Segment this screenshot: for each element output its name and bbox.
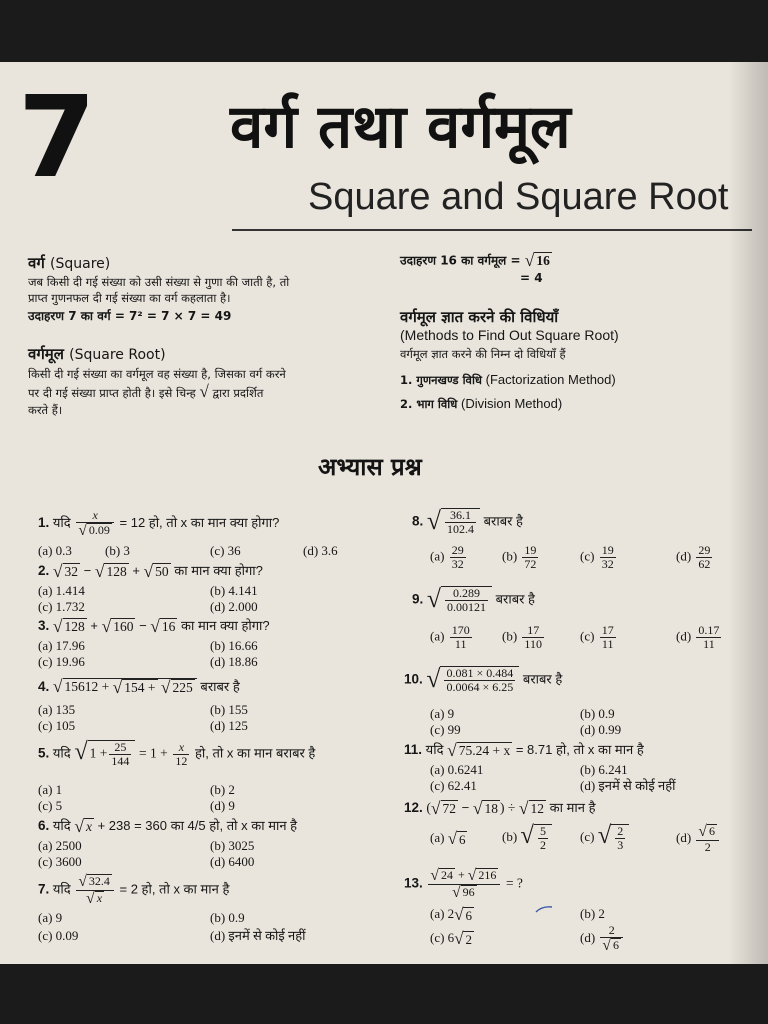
textbook-page xyxy=(0,62,768,964)
q5-option-d: (d) 9 xyxy=(210,798,235,813)
question-10: 10. √ $\frac{0.081 \times 0.484}{0.0064 \times 6.25}$ बराबर है xyxy=(404,664,563,694)
square-heading: वर्ग (Square) xyxy=(28,254,111,272)
q8-option-c: (c) $\frac{19}{32}$ xyxy=(580,543,614,571)
chapter-title-english: Square and Square Root xyxy=(308,176,729,218)
q11-option-a: (a) 0.6241 xyxy=(430,762,484,777)
square-example: उदाहरण 7 का वर्ग = 7² = 7 × 7 = 49 xyxy=(28,309,232,323)
q4-option-b: (b) 155 xyxy=(210,702,248,717)
q1-option-c: (c) 36 xyxy=(210,543,241,558)
question-9: 9. √ $\frac{0.289}{0.00121}$ बराबर है xyxy=(412,584,535,614)
q3-option-d: (d) 18.86 xyxy=(210,654,258,669)
q9-option-a: (a) $\frac{170}{11}$ xyxy=(430,623,470,651)
question-6: 6. यदि √ x + 238 = 360 का 4/5 हो, तो x का मान है xyxy=(38,816,298,836)
q9-option-b: (b) $\frac{17}{110}$ xyxy=(502,623,542,651)
question-8: 8. √ $\frac{36.1}{102.4}$ बराबर है xyxy=(412,506,523,536)
question-13: 13. √ 24 + √ 216 √ 96 = ? xyxy=(404,867,523,901)
q5-option-c: (c) 5 xyxy=(38,798,63,813)
q7-option-c: (c) 0.09 xyxy=(38,928,79,943)
q13-option-a: (a) 2 √ 6 xyxy=(430,904,472,924)
pen-mark-icon xyxy=(534,904,554,914)
q2-option-a: (a) 1.414 xyxy=(38,583,85,598)
q5-option-a: (a) 1 xyxy=(38,782,63,797)
q1-option-a: (a) 0.3 xyxy=(38,543,72,558)
question-2: 2. √ 32 − √ 128 + √ 50 का मान क्या होगा? xyxy=(38,561,263,581)
q4-option-c: (c) 105 xyxy=(38,718,76,733)
question-12: 12. ( √ 72 − √ 18 ) ÷ √ 12 का मान है xyxy=(404,798,596,818)
q13-option-b: (b) 2 xyxy=(580,906,605,921)
q2-option-c: (c) 1.732 xyxy=(38,599,85,614)
q11-option-d: (d) इनमें से कोई नहीं xyxy=(580,778,676,793)
methods-intro: वर्गमूल ज्ञात करने की निम्न दो विधियाँ हैं xyxy=(400,347,566,361)
q6-option-d: (d) 6400 xyxy=(210,854,255,869)
q6-option-b: (b) 3025 xyxy=(210,838,255,853)
q12-option-d: (d) √ 6 2 xyxy=(676,824,721,854)
q4-option-a: (a) 135 xyxy=(38,702,76,717)
methods-heading-english: (Methods to Find Out Square Root) xyxy=(400,327,619,343)
question-7: 7. यदि √ 32.4 √ x = 2 हो, तो x का मान है xyxy=(38,873,230,907)
q13-option-d: (d) 2 √ 6 xyxy=(580,924,625,954)
q12-option-a: (a) √ 6 xyxy=(430,828,466,848)
q12-option-b: (b) √ $\frac{5}{2}$ xyxy=(502,824,552,852)
square-def-line1: जब किसी दी गई संख्या को उसी संख्या से गुणा की जाती है, तो xyxy=(28,275,290,289)
square-root-heading: वर्गमूल (Square Root) xyxy=(28,345,166,363)
exercise-title: अभ्यास प्रश्न xyxy=(318,453,422,481)
question-3: 3. √ 128 + √ 160 − √ 16 का मान क्या होगा? xyxy=(38,616,270,636)
q4-option-d: (d) 125 xyxy=(210,718,248,733)
q10-option-a: (a) 9 xyxy=(430,706,455,721)
square-root-def-line3: करते हैं। xyxy=(28,403,63,417)
q11-option-c: (c) 62.41 xyxy=(430,778,477,793)
square-root-example: उदाहरण 16 का वर्गमूल = √ 16 xyxy=(400,250,550,270)
q10-option-b: (b) 0.9 xyxy=(580,706,615,721)
q2-option-b: (b) 4.141 xyxy=(210,583,258,598)
chapter-title-hindi: वर्ग तथा वर्गमूल xyxy=(230,92,571,162)
square-root-def-line1: किसी दी गई संख्या का वर्गमूल वह संख्या है, जिसका वर्ग करने xyxy=(28,367,286,381)
q9-option-d: (d) $\frac{0.17}{11}$ xyxy=(676,623,720,651)
q3-option-c: (c) 19.96 xyxy=(38,654,85,669)
q5-option-b: (b) 2 xyxy=(210,782,235,797)
q7-option-d: (d) इनमें से कोई नहीं xyxy=(210,928,306,943)
q10-option-d: (d) 0.99 xyxy=(580,722,622,737)
question-11: 11. यदि √ 75.24 + x = 8.71 हो, तो x का मान है xyxy=(404,740,644,760)
q12-option-c: (c) √ $\frac{2}{3}$ xyxy=(580,824,629,852)
methods-heading: वर्गमूल ज्ञात करने की विधियाँ xyxy=(400,308,559,326)
q13-option-c: (c) 6 √ 2 xyxy=(430,928,472,948)
q3-option-b: (b) 16.66 xyxy=(210,638,258,653)
q1-option-d: (d) 3.6 xyxy=(303,543,338,558)
q8-option-a: (a) $\frac{29}{32}$ xyxy=(430,543,464,571)
question-1: 1. यदि x √ 0.09 = 12 हो, तो x का मान क्या होगा? xyxy=(38,508,280,539)
question-5: 5. यदि √ 1 + $\frac{25}{144}$ = 1 + $\frac{x}{12}$ हो, तो x का मान बराबर है xyxy=(38,738,316,768)
q8-option-b: (b) $\frac{19}{72}$ xyxy=(502,543,537,571)
q6-option-c: (c) 3600 xyxy=(38,854,82,869)
square-root-example-result: = 4 xyxy=(520,271,543,285)
square-def-line2: प्राप्त गुणनफल दी गई संख्या का वर्ग कहलाता है। xyxy=(28,291,231,305)
radical-sign-symbol: √ xyxy=(199,382,209,401)
q8-option-d: (d) $\frac{29}{62}$ xyxy=(676,543,711,571)
q7-option-a: (a) 9 xyxy=(38,910,63,925)
chapter-number: 7 xyxy=(18,73,96,203)
q1-option-b: (b) 3 xyxy=(105,543,130,558)
question-4: 4. √ 15612 + √ 154 + √ 225 बराबर है xyxy=(38,676,240,698)
q2-option-d: (d) 2.000 xyxy=(210,599,258,614)
q10-option-c: (c) 99 xyxy=(430,722,461,737)
q6-option-a: (a) 2500 xyxy=(38,838,82,853)
header-rule xyxy=(232,229,752,231)
square-root-def-line2: पर दी गई संख्या प्राप्त होती है। इसे चिन्ह √ द्वारा प्रदर्शित xyxy=(28,382,264,401)
q11-option-b: (b) 6.241 xyxy=(580,762,628,777)
method-factorization: 1. गुणनखण्ड विधि (Factorization Method) xyxy=(400,372,616,387)
q3-option-a: (a) 17.96 xyxy=(38,638,85,653)
q9-option-c: (c) $\frac{17}{11}$ xyxy=(580,623,614,651)
method-division: 2. भाग विधि (Division Method) xyxy=(400,396,563,411)
q7-option-b: (b) 0.9 xyxy=(210,910,245,925)
